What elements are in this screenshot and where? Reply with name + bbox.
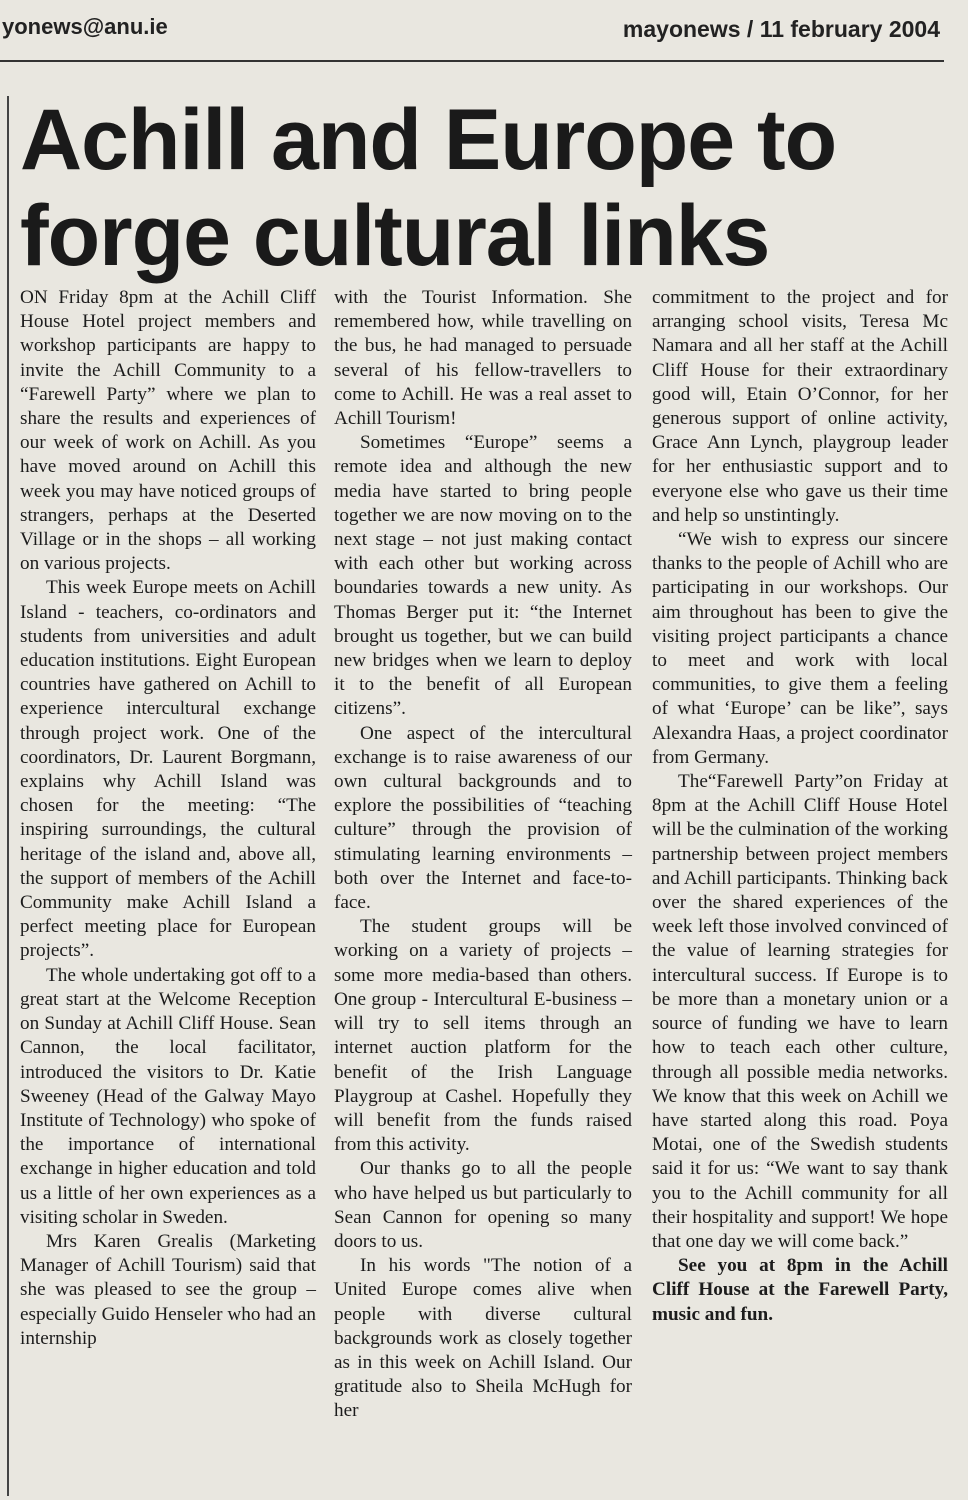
paragraph: Our thanks go to all the people who have helped us but particularly to Sean Cannon for opening so many doors to us.	[334, 1158, 632, 1252]
paragraph: The“Farewell Party”on Friday at 8pm at the Achill Cliff House Hotel will be the culmination of the working partnership between project members and Achill participants. Thinking back over the shared experiences of the week left those involved convinced of the value of learning strategies for intercultural success. If Europe is to be more than a monetary union or a source of funding we have to learn how to teach each other culture, through all possible media networks. We know that this week on Achill we have started along this road. Poya Motai, one of the Swedish students said it for us: “We want to say thank you to the Achill community for all their hospitality and support! We hope that one day we will come back.”	[652, 771, 948, 1252]
closing-invitation: See you at 8pm in the Achill Cliff House at the Farewell Party, music and fun.	[652, 1255, 948, 1325]
article-headline: Achill and Europe to forge cultural links	[20, 92, 837, 284]
paragraph: with the Tourist Information. She remembered how, while travelling on the bus, he had managed to persuade several of his fellow-travellers to come to Achill. He was a real asset to Achill Tourism!	[334, 287, 632, 430]
paragraph: One aspect of the intercultural exchange is to raise awareness of our own cultural backgrounds and to explore the possibilities of “teaching culture” through the provision of stimulating learning environments – both over the Internet and face-to-face.	[334, 722, 632, 914]
paragraph: Sometimes “Europe” seems a remote idea and although the new media have started to bring people together we are now moving on to the next stage – not just making contact with each other but working across boundaries towards a new unity. As Thomas Berger put it: “the Internet brought us together, but we can build new bridges when we learn to deploy it to the benefit of all European citizens”.	[334, 432, 632, 720]
page-header	[0, 0, 968, 64]
article-column-2	[334, 286, 632, 1424]
paragraph: The whole undertaking got off to a great start at the Welcome Reception on Sunday at Achill Cliff House. Sean Cannon, the local facilitator, introduced the visitors to Dr. Katie Sweeney (Head of the Galway Mayo Institute of Technology) who spoke of the importance of international exchange in higher education and told us a little of her own experiences as a visiting scholar in Sweden.	[20, 964, 316, 1228]
contact-email: yonews@anu.ie	[2, 14, 168, 39]
paragraph: The student groups will be working on a variety of projects – some more media-based than others. One group - Intercultural E-business – will try to sell items through an internet auction platform for the benefit of the Irish Language Playgroup at Cashel. Hopefully they will benefit from the funds raised from this activity.	[334, 916, 632, 1156]
paragraph: This week Europe meets on Achill Island - teachers, co-ordinators and students from universities and adult education institutions. Eight European countries have gathered on Achill to experience intercultural exchange through project work. One of the coordinators, Dr. Laurent Borgmann, explains why Achill Island was chosen for the meeting: “The inspiring surroundings, the cultural heritage of the island and, above all, the support of members of the Achill Community make Achill Island a perfect meeting place for European projects”.	[20, 577, 316, 962]
article-column-3	[652, 286, 948, 1327]
paragraph: ON Friday 8pm at the Achill Cliff House Hotel project members and workshop participants are happy to invite the Achill Community to a “Farewell Party” where we plan to share the results and experiences of our week of work on Achill. As you have moved around on Achill this week you may have noticed groups of strangers, perhaps at the Deserted Village or in the shops – all working on various projects.	[20, 287, 316, 575]
header-rule	[0, 60, 944, 62]
paragraph: “We wish to express our sincere thanks to the people of Achill who are participating in our workshops. Our aim throughout has been to give the visiting project participants a chance to meet and work with local communities, to give them a feeling of what ‘Europe’ can be like”, says Alexandra Haas, a project coordinator from Germany.	[652, 529, 948, 768]
paragraph: commitment to the project and for arranging school visits, Teresa Mc Namara and all her staff at the Achill Cliff House for their extraordinary good will, Etain O’Connor, for her generous support of online activity, Grace Ann Lynch, playgroup leader for her enthusiastic support and to everyone else who gave us their time and help so unstintingly.	[652, 287, 948, 526]
article-body	[0, 286, 968, 1496]
paragraph: In his words "The notion of a United Europe comes alive when people with diverse cultural backgrounds work as closely together as in this week on Achill Island. Our gratitude also to Sheila McHugh for her	[334, 1255, 632, 1422]
article-column-1	[20, 286, 316, 1351]
masthead-date: mayonews / 11 february 2004	[622, 16, 940, 42]
paragraph: Mrs Karen Grealis (Marketing Manager of Achill Tourism) said that she was pleased to see the group – especially Guido Henseler who had an internship	[20, 1230, 316, 1349]
